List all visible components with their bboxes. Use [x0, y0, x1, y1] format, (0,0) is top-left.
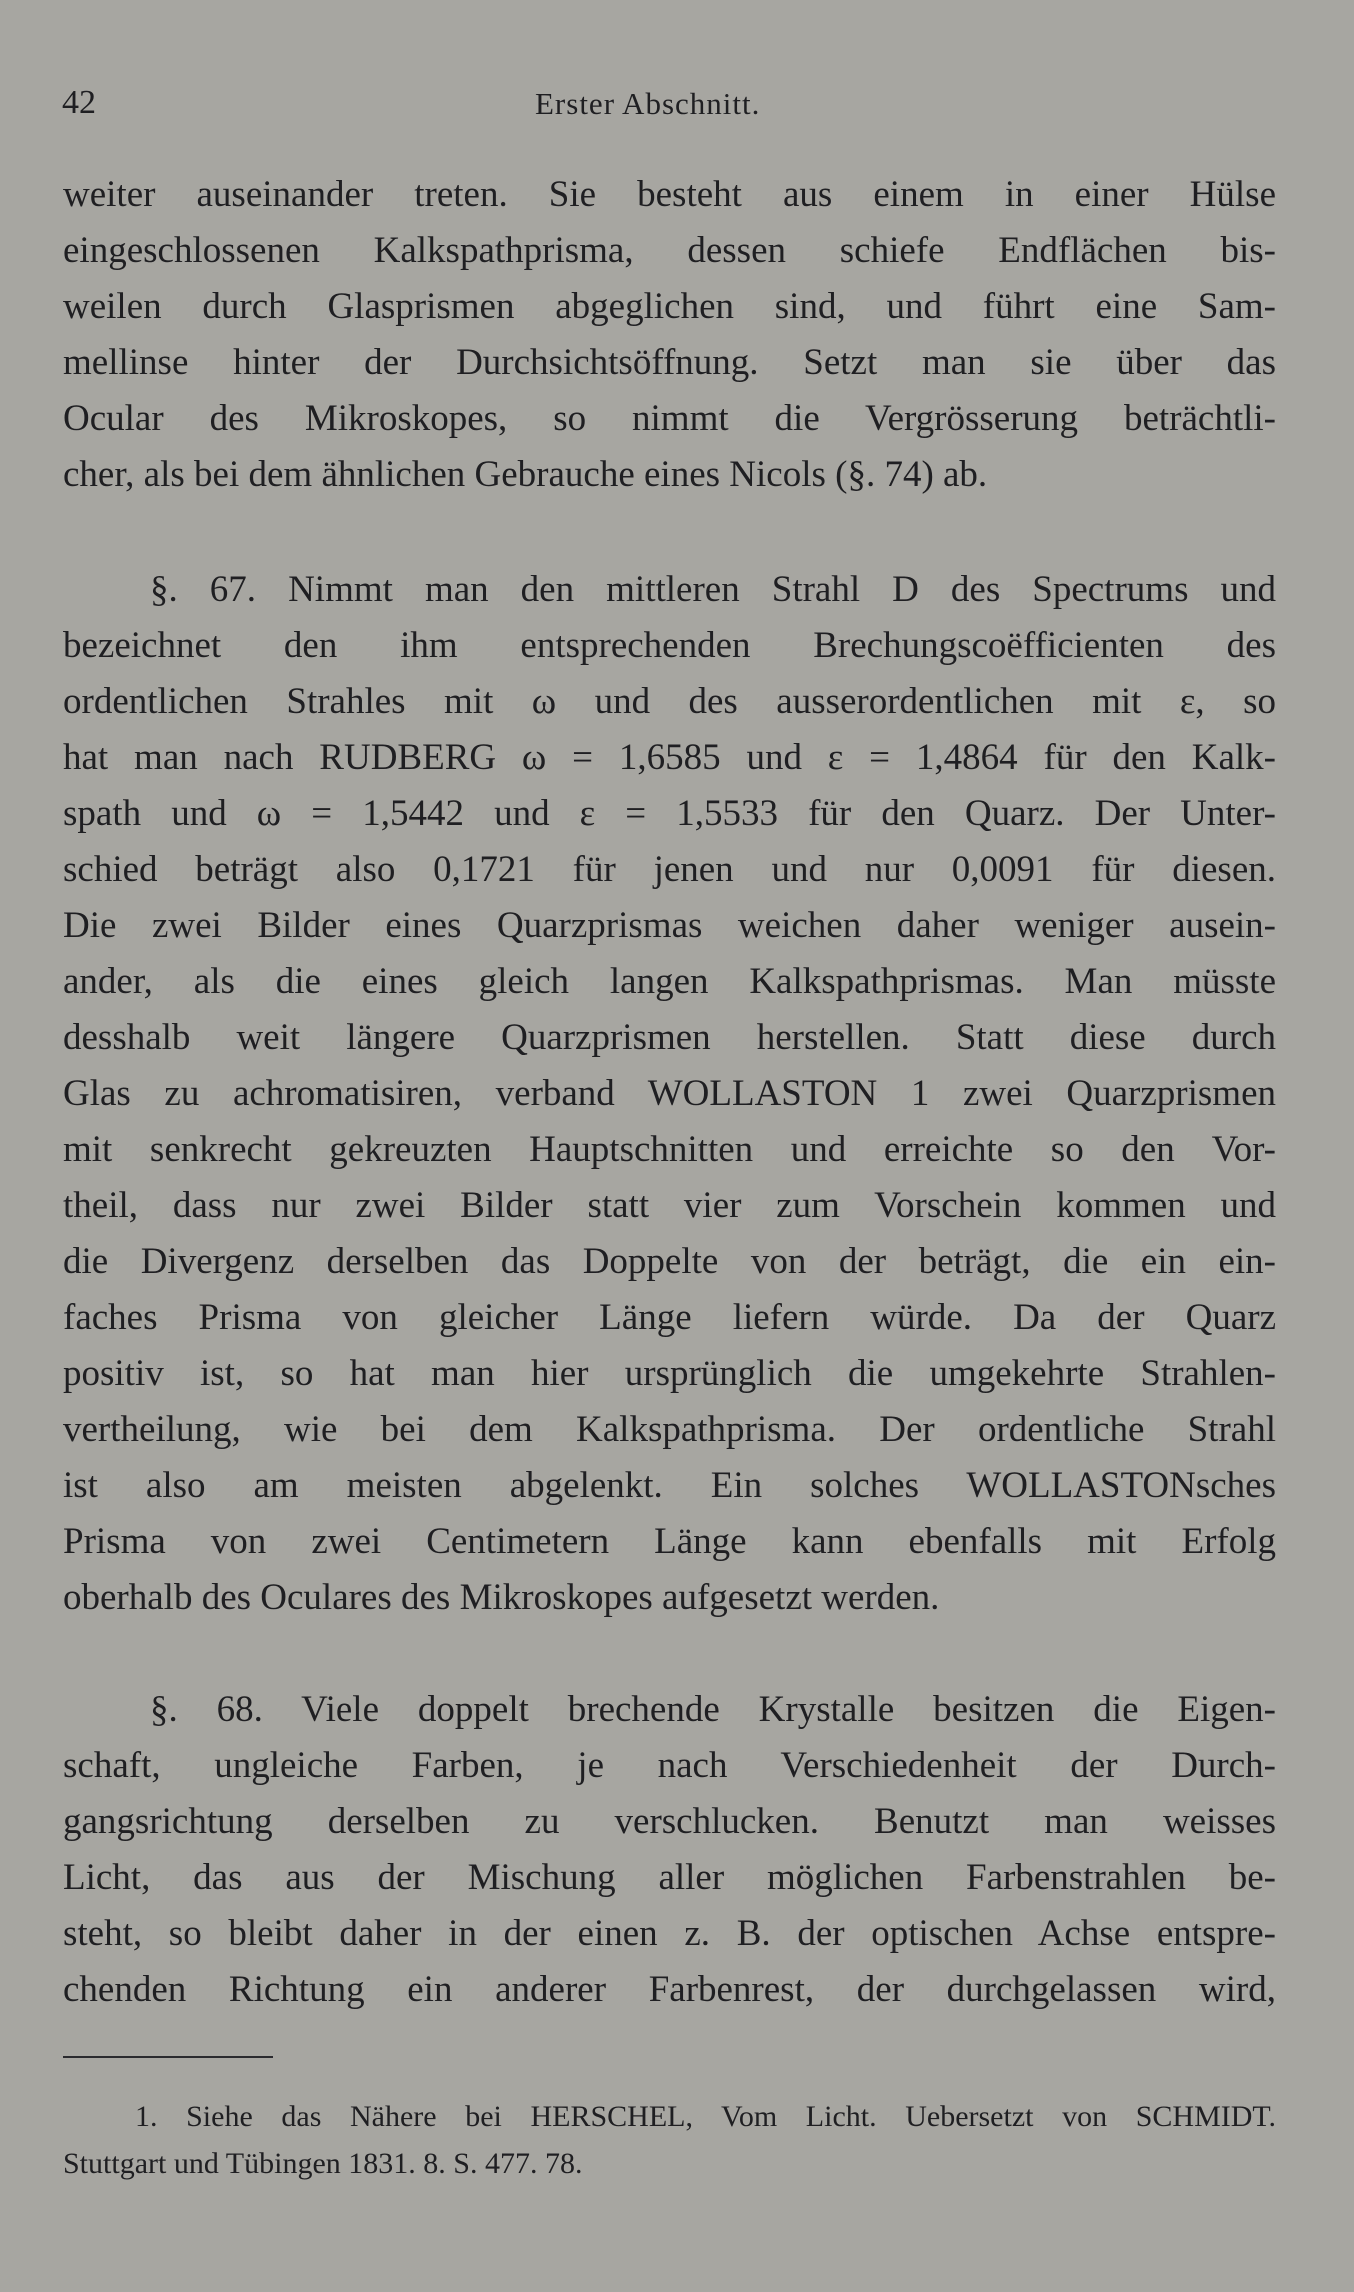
footnote-line: Stuttgart und Tübingen 1831. 8. S. 477. 78.	[63, 2147, 583, 2180]
body-line: oberhalb des Oculares des Mikroskopes aufgesetzt werden.	[63, 1577, 940, 1618]
body-line: spath und ω = 1,5442 und ε = 1,5533 für den Quarz. Der Unter-	[63, 793, 1276, 834]
footnote-line: 1. Siehe das Nähere bei HERSCHEL, Vom Licht. Uebersetzt von SCHMIDT.	[135, 2100, 1276, 2133]
paragraph-68-first-line: §. 68. Viele doppelt brechende Krystalle besitzen die Eigen-	[150, 1689, 1276, 1730]
body-line: bezeichnet den ihm entsprechenden Brechungscoëfficienten des	[63, 625, 1276, 666]
paragraph-67-first-line: §. 67. Nimmt man den mittleren Strahl D des Spectrums und	[150, 569, 1276, 610]
body-line: cher, als bei dem ähnlichen Gebrauche eines Nicols (§. 74) ab.	[63, 454, 988, 495]
body-line: vertheilung, wie bei dem Kalkspathprisma. Der ordentliche Strahl	[63, 1409, 1276, 1450]
body-line: schaft, ungleiche Farben, je nach Verschiedenheit der Durch-	[63, 1745, 1276, 1786]
body-line: steht, so bleibt daher in der einen z. B. der optischen Achse entspre-	[63, 1913, 1276, 1954]
body-line: gangsrichtung derselben zu verschlucken. Benutzt man weisses	[63, 1801, 1276, 1842]
body-line: ander, als die eines gleich langen Kalkspathprismas. Man müsste	[63, 961, 1276, 1002]
body-line: desshalb weit längere Quarzprismen herstellen. Statt diese durch	[63, 1017, 1276, 1058]
body-line: hat man nach RUDBERG ω = 1,6585 und ε = 1,4864 für den Kalk-	[63, 737, 1276, 778]
body-line: mellinse hinter der Durchsichtsöffnung. Setzt man sie über das	[63, 342, 1276, 383]
running-head: Erster Abschnitt.	[535, 86, 761, 121]
body-line: ist also am meisten abgelenkt. Ein solches WOLLASTONsches	[63, 1465, 1276, 1506]
body-line: Glas zu achromatisiren, verband WOLLASTON 1 zwei Quarzprismen	[63, 1073, 1276, 1114]
page-number: 42	[62, 84, 96, 121]
body-line: eingeschlossenen Kalkspathprisma, dessen schiefe Endflächen bis-	[63, 230, 1276, 271]
body-line: Prisma von zwei Centimetern Länge kann ebenfalls mit Erfolg	[63, 1521, 1276, 1562]
footnote-divider	[63, 2056, 273, 2058]
body-line: ordentlichen Strahles mit ω und des ausserordentlichen mit ε, so	[63, 681, 1276, 722]
body-line: mit senkrecht gekreuzten Hauptschnitten und erreichte so den Vor-	[63, 1129, 1276, 1170]
body-line: chenden Richtung ein anderer Farbenrest, der durchgelassen wird,	[63, 1969, 1276, 2010]
body-line: Licht, das aus der Mischung aller möglichen Farbenstrahlen be-	[63, 1857, 1276, 1898]
body-line: die Divergenz derselben das Doppelte von der beträgt, die ein ein-	[63, 1241, 1276, 1282]
body-line: faches Prisma von gleicher Länge liefern würde. Da der Quarz	[63, 1297, 1276, 1338]
body-line: theil, dass nur zwei Bilder statt vier zum Vorschein kommen und	[63, 1185, 1276, 1226]
body-line: positiv ist, so hat man hier ursprünglich die umgekehrte Strahlen-	[63, 1353, 1276, 1394]
body-line: Die zwei Bilder eines Quarzprismas weichen daher weniger ausein-	[63, 905, 1276, 946]
body-line: Ocular des Mikroskopes, so nimmt die Vergrösserung beträchtli-	[63, 398, 1276, 439]
body-line: weilen durch Glasprismen abgeglichen sind, und führt eine Sam-	[63, 286, 1276, 327]
body-line: weiter auseinander treten. Sie besteht aus einem in einer Hülse	[63, 174, 1276, 215]
body-line: schied beträgt also 0,1721 für jenen und nur 0,0091 für diesen.	[63, 849, 1276, 890]
